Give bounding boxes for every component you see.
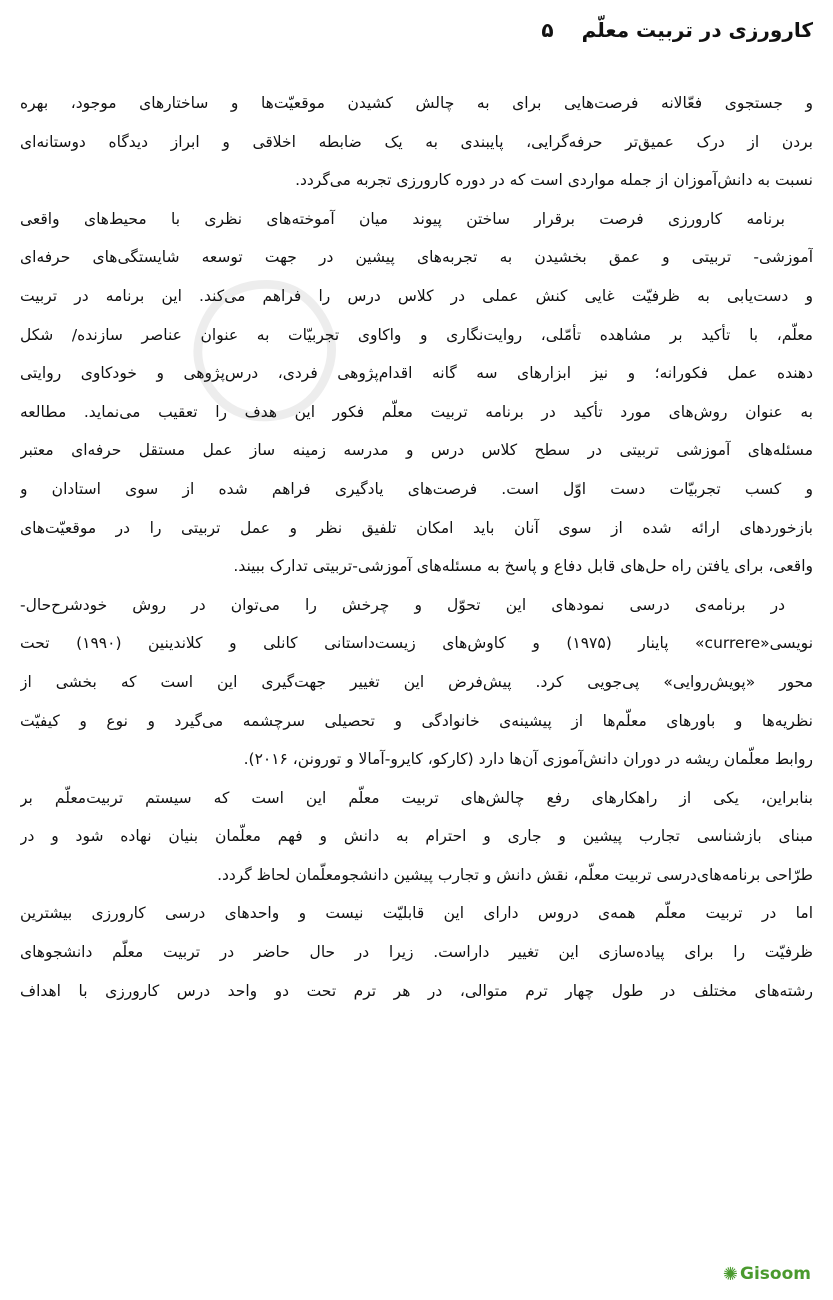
text-line: نویسی«currere» پاینار (۱۹۷۵) و کاوش‌های زیست‌داستانی کانلی و کلاندینین (۱۹۹۰) تحت xyxy=(20,634,813,653)
text-line: معلّم، با تأکید بر مشاهده تأمّلی، روایت‌نگاری و واکاوی تجربیّات به عنوان عناصر سازنده/ شکل xyxy=(20,325,813,344)
text-line: بنابراین، یکی از راهکارهای رفع چالش‌های تربیت معلّم این است که سیستم تربیت‌معلّم بر xyxy=(20,788,813,807)
text-line: مبنای بازشناسی تجارب پیشین و جاری و احترام به دانش و فهم معلّمان بنیان نهاده شود و در xyxy=(20,827,813,846)
text-line: طرّاحی برنامه‌های‌درسی تربیت معلّم، نقش دانش و تجارب پیشین دانشجومعلّمان لحاظ گردد. xyxy=(217,865,813,884)
running-header-title: کارورزی در تربیت معلّم xyxy=(581,18,813,42)
text-line: روابط معلّمان ریشه در دوران دانش‌آموزی آن‌ها دارد (کارکو، کایرو-آمالا و تورونن، ۲۰۱۶). xyxy=(243,750,813,769)
logo-text: Gisoom xyxy=(740,1264,811,1284)
text-line: و کسب تجربیّات دست اوّل است. فرصت‌های یادگیری فراهم شده از سوی استادان و xyxy=(20,479,813,498)
text-line: واقعی، برای یافتن راه حل‌های قابل دفاع و پاسخ به مسئله‌های آموزشی-تربیتی تدارک ببیند. xyxy=(233,557,813,576)
watermark: ◯ xyxy=(147,229,370,454)
body-text xyxy=(20,84,813,1010)
text-line: و جستجوی فعّالانه فرصت‌هایی برای به چالش کشیدن موقعیّت‌ها و ساختارهای موجود، بهره xyxy=(20,94,813,112)
text-line: نظریه‌ها و باورهای معلّم‌ها از پیشینه‌ی خانوادگی و تحصیلی سرچشمه می‌گیرد و نوع و کیفیّت xyxy=(20,711,813,730)
text-line: ظرفیّت را برای پیاده‌سازی این تغییر داراست. زیرا در حال حاضر در تربیت معلّم دانشجوهای xyxy=(20,943,813,962)
text-line: محور «پویش‌روایی» پی‌جویی کرد. پیش‌فرض این تغییر جهت‌گیری این است که بخشی از xyxy=(20,672,813,691)
text-line: به عنوان روش‌های مورد تأکید در برنامه تربیت معلّم فکور این هدف را تعقیب می‌نماید. مطالعه xyxy=(20,402,813,421)
text-line: بردن از درک عمیق‌تر حرفه‌گرایی، پایبندی به یک ضابطه اخلاقی و ابراز دیدگاه دوستانه‌ای xyxy=(20,132,813,151)
text-line: رشته‌های مختلف در طول چهار ترم متوالی، در هر ترم تحت دو واحد درس کارورزی با اهداف xyxy=(20,981,813,1000)
text-line: برنامه کارورزی فرصت برقرار ساختن پیوند میان آموخته‌های نظری با محیط‌های واقعی xyxy=(20,209,785,228)
running-header xyxy=(20,12,813,48)
text-line: دهنده عمل فکورانه؛ و نیز ابزارهای سه گانه اقدام‌پژوهی فردی، درس‌پژوهی و خودکاوی روایتی xyxy=(20,364,813,383)
text-line: بازخوردهای ارائه شده از سوی آنان باید امکان تلفیق نظر و عمل تربیتی را در موقعیّت‌های xyxy=(20,518,813,537)
text-line: آموزشی- تربیتی و عمق بخشیدن به تجربه‌های پیشین در جهت توسعه شایستگی‌های حرفه‌ای xyxy=(20,248,813,267)
gear-star-icon: ✺ xyxy=(722,1263,739,1285)
page-number: ۵ xyxy=(541,18,554,42)
gisoom-logo xyxy=(723,1262,811,1286)
text-line: مسئله‌های آموزشی تربیتی در سطح کلاس درس و مدرسه زمینه ساز عمل مستقل حرفه‌ای معتبر xyxy=(20,441,813,460)
text-line: در برنامه‌ی درسی نمودهای این تحوّل و چرخش را می‌توان در روش خودشرح‌حال- xyxy=(20,595,785,614)
text-line: نسبت به دانش‌آموزان از جمله مواردی است که در دوره کارورزی تجربه می‌گردد. xyxy=(295,171,813,190)
text-line: اما در تربیت معلّم همه‌ی دروس دارای این قابلیّت نیست و واحدهای درسی کارورزی بیشترین xyxy=(20,904,813,923)
text-line: و دست‌یابی به ظرفیّت غایی کنش عملی در کلاس درس را فراهم می‌کند. این برنامه در تربیت xyxy=(20,286,813,305)
